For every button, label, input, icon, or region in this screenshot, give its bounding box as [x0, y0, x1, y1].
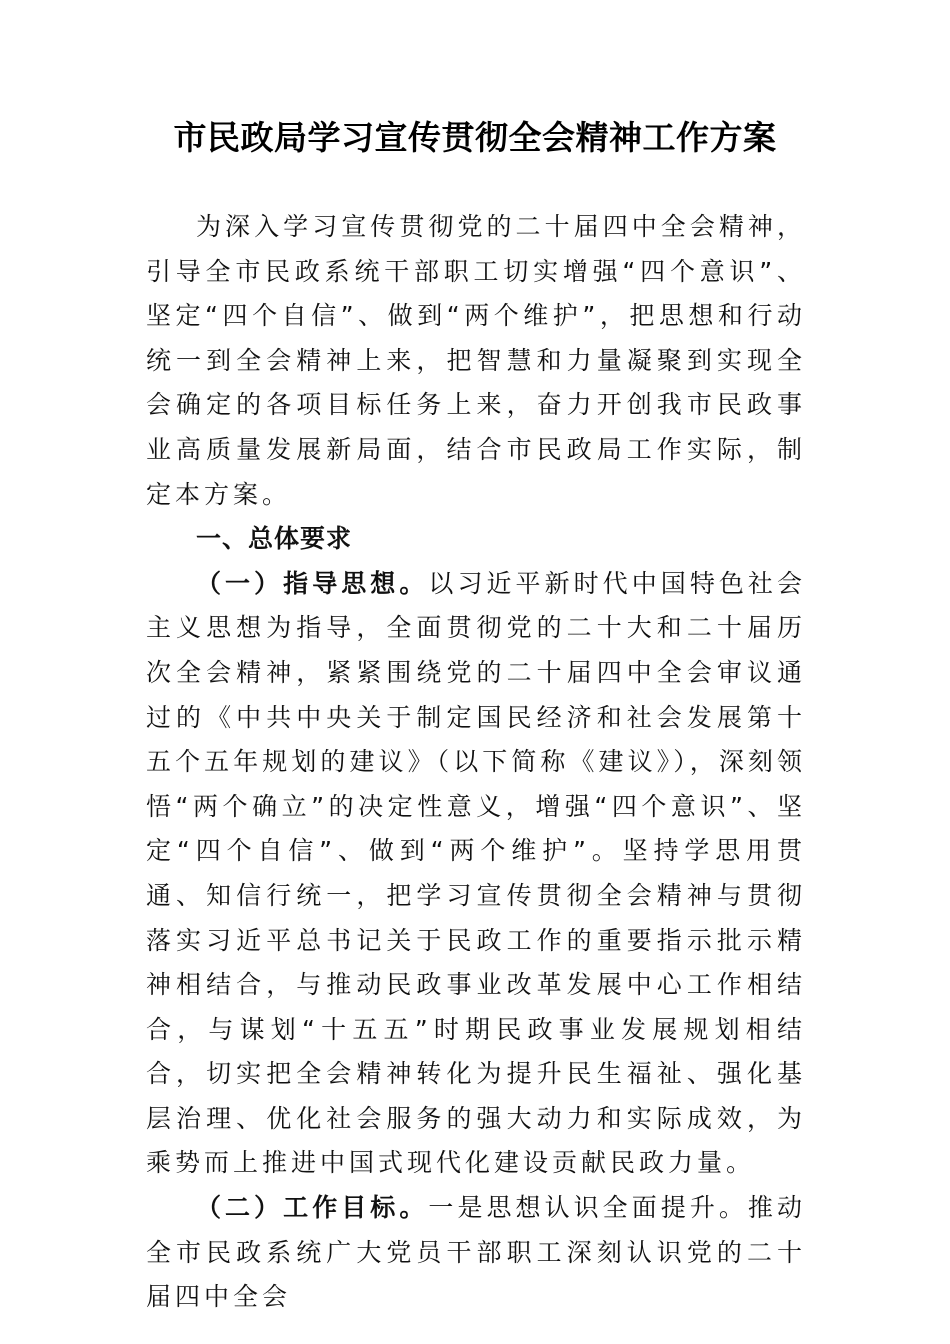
guiding-ideology-text: 以习近平新时代中国特色社会主义思想为指导，全面贯彻党的二十大和二十届历次全会精神，紧紧围绕党的二十届四中全会审议通过的《中共中央关于制定国民经济和社会发展第十五个五年规划的建议》（以下简称《建议》），深刻领悟“两个确立”的决定性意义，增强“四个意识”、坚定“四个自信”、做到“两个维护”。坚持学思用贯通、知信行统一，把学习宣传贯彻全会精神与贯彻落实习近平总书记关于民政工作的重要指示批示精神相结合，与推动民政事业改革发展中心工作相结合，与谋划“十五五”时期民政事业发展规划相结合，切实把全会精神转化为提升民生福祉、强化基层治理、优化社会服务的强大动力和实际成效，为乘势而上推进中国式现代化建设贡献民政力量。 — [146, 568, 806, 1178]
guiding-ideology-paragraph — [146, 562, 806, 1186]
section-heading-overall-requirements: 一、总体要求 — [196, 524, 353, 554]
work-goals-heading: （二）工作目标。 — [196, 1193, 429, 1223]
document-body — [146, 205, 806, 1320]
intro-paragraph: 为深入学习宣传贯彻党的二十届四中全会精神，引导全市民政系统干部职工切实增强“四个意识”、坚定“四个自信”、做到“两个维护”，把思想和行动统一到全会精神上来，把智慧和力量凝聚到实现全会确定的各项目标任务上来，奋力开创我市民政事业高质量发展新局面，结合市民政局工作实际，制定本方案。 — [146, 212, 806, 509]
guiding-ideology-heading: （一）指导思想。 — [196, 568, 429, 598]
work-goals-text: 一是思想认识全面提升。推动全市民政系统广大党员干部职工深刻认识党的二十届四中全会 — [146, 1193, 806, 1312]
document-title: 市民政局学习宣传贯彻全会精神工作方案 — [173, 118, 777, 157]
work-goals-paragraph — [146, 1186, 806, 1320]
